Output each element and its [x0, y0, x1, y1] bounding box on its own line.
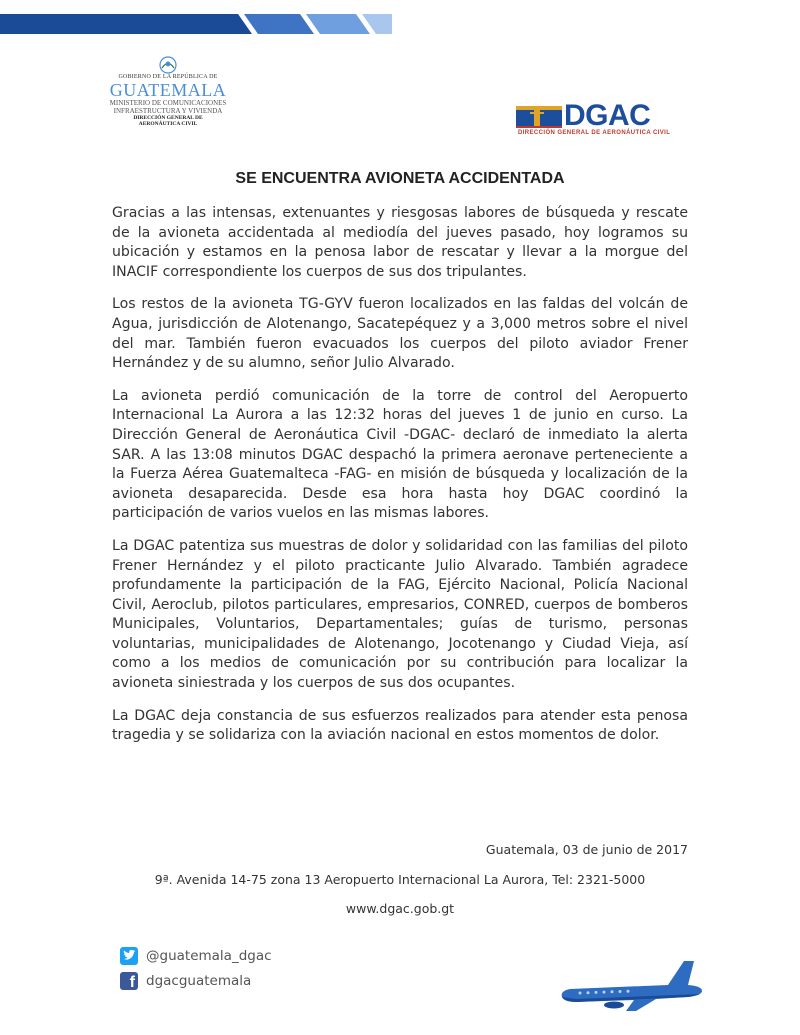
twitter-icon [120, 947, 138, 965]
facebook-page-label: dgacguatemala [146, 973, 252, 989]
guatemala-logo-ministry-1: MINISTERIO DE COMUNICACIONES [109, 99, 227, 107]
page-title: SE ENCUENTRA AVIONETA ACCIDENTADA [235, 170, 565, 187]
dgac-logo [516, 99, 671, 138]
paragraph-3: La avioneta perdió comunicación de la torre de control del Aeropuerto Internacional La Aurora a las 12:32 horas del jueves 1 de junio en curso. La Dirección General de Aeronáutica Civil -DGAC- declaró de inmediato la alerta SAR. A las 13:08 minutos DGAC despachó la primera aeronave perteneciente a la Fuerza Aérea Guatemalteca -FAG- en misión de búsqueda y localización de la avioneta desaparecida. Desde esa hora hasta hoy DGAC coordinó la participación de varios vuelos en las mismas labores. [112, 387, 688, 522]
press-release-body [112, 204, 688, 759]
address: 9ª. Avenida 14-75 zona 13 Aeropuerto Internacional La Aurora, Tel: 2321-5000 [154, 872, 646, 887]
release-date: Guatemala, 03 de junio de 2017 [485, 842, 688, 857]
guatemala-logo-name: GUATEMALA [109, 80, 227, 100]
dgac-logo-name: DGAC [564, 99, 651, 132]
header-stripes [0, 0, 800, 40]
website-link[interactable]: www.dgac.gob.gt [345, 901, 455, 916]
guatemala-seal-icon [157, 56, 179, 74]
twitter-handle[interactable] [120, 947, 272, 965]
facebook-page[interactable] [120, 972, 251, 990]
guatemala-logo-ministry-2: INFRAESTRUCTURA Y VIVIENDA [113, 107, 223, 115]
guatemala-logo-direction-1: DIRECCIÓN GENERAL DE [133, 115, 203, 121]
guatemala-logo-direction-2: AERONÁUTICA CIVIL [138, 121, 198, 127]
guatemala-logo-top-text: GOBIERNO DE LA REPÚBLICA DE [118, 74, 218, 80]
paragraph-2: Los restos de la avioneta TG-GYV fueron localizados en las faldas del volcán de Agua, jurisdicción de Alotenango, Sacatepéquez y a 3,000 metros sobre el nivel del mar. También fueron evacuados los cuerpos del piloto aviador Frener Hernández y de su alumno, señor Julio Alvarado. [112, 296, 688, 372]
facebook-icon: f [120, 972, 138, 990]
paragraph-1: Gracias a las intensas, extenuantes y riesgosas labores de búsqueda y rescate de la avioneta accidentada al mediodía del jueves pasado, hoy logramos su ubicación y estamos en la penosa labor de rescatar y llevar a la morgue del INACIF correspondiente los cuerpos de sus dos tripulantes. [112, 205, 688, 280]
guatemala-logo [108, 56, 228, 146]
paragraph-5: La DGAC deja constancia de sus esfuerzos realizados para atender esta penosa tragedia y se solidariza con la aviación nacional en estos momentos de dolor. [112, 707, 688, 744]
paragraph-4: La DGAC patentiza sus muestras de dolor y solidaridad con las familias del piloto Frener Hernández y el piloto practicante Julio Alvarado. También agradece profundamente la participación de la FAG, Ejército Nacional, Policía Nacional Civil, Aeroclub, pilotos particulares, empresarios, CONRED, cuerpos de bomberos Municipales, Voluntarios, Departamentales; guías de turismo, personas voluntarias, municipalidades de Alotenango, Jocotenango y Ciudad Vieja, así como a los medios de comunicación por su contribución para localizar la avioneta siniestrada y los cuerpos de sus dos ocupantes. [112, 537, 688, 692]
dgac-logo-subtitle: DIRECCIÓN GENERAL DE AERONÁUTICA CIVIL [518, 130, 671, 136]
airplane-icon [556, 955, 706, 1015]
twitter-handle-label: @guatemala_dgac [146, 948, 272, 964]
dgac-emblem-icon [516, 102, 562, 132]
